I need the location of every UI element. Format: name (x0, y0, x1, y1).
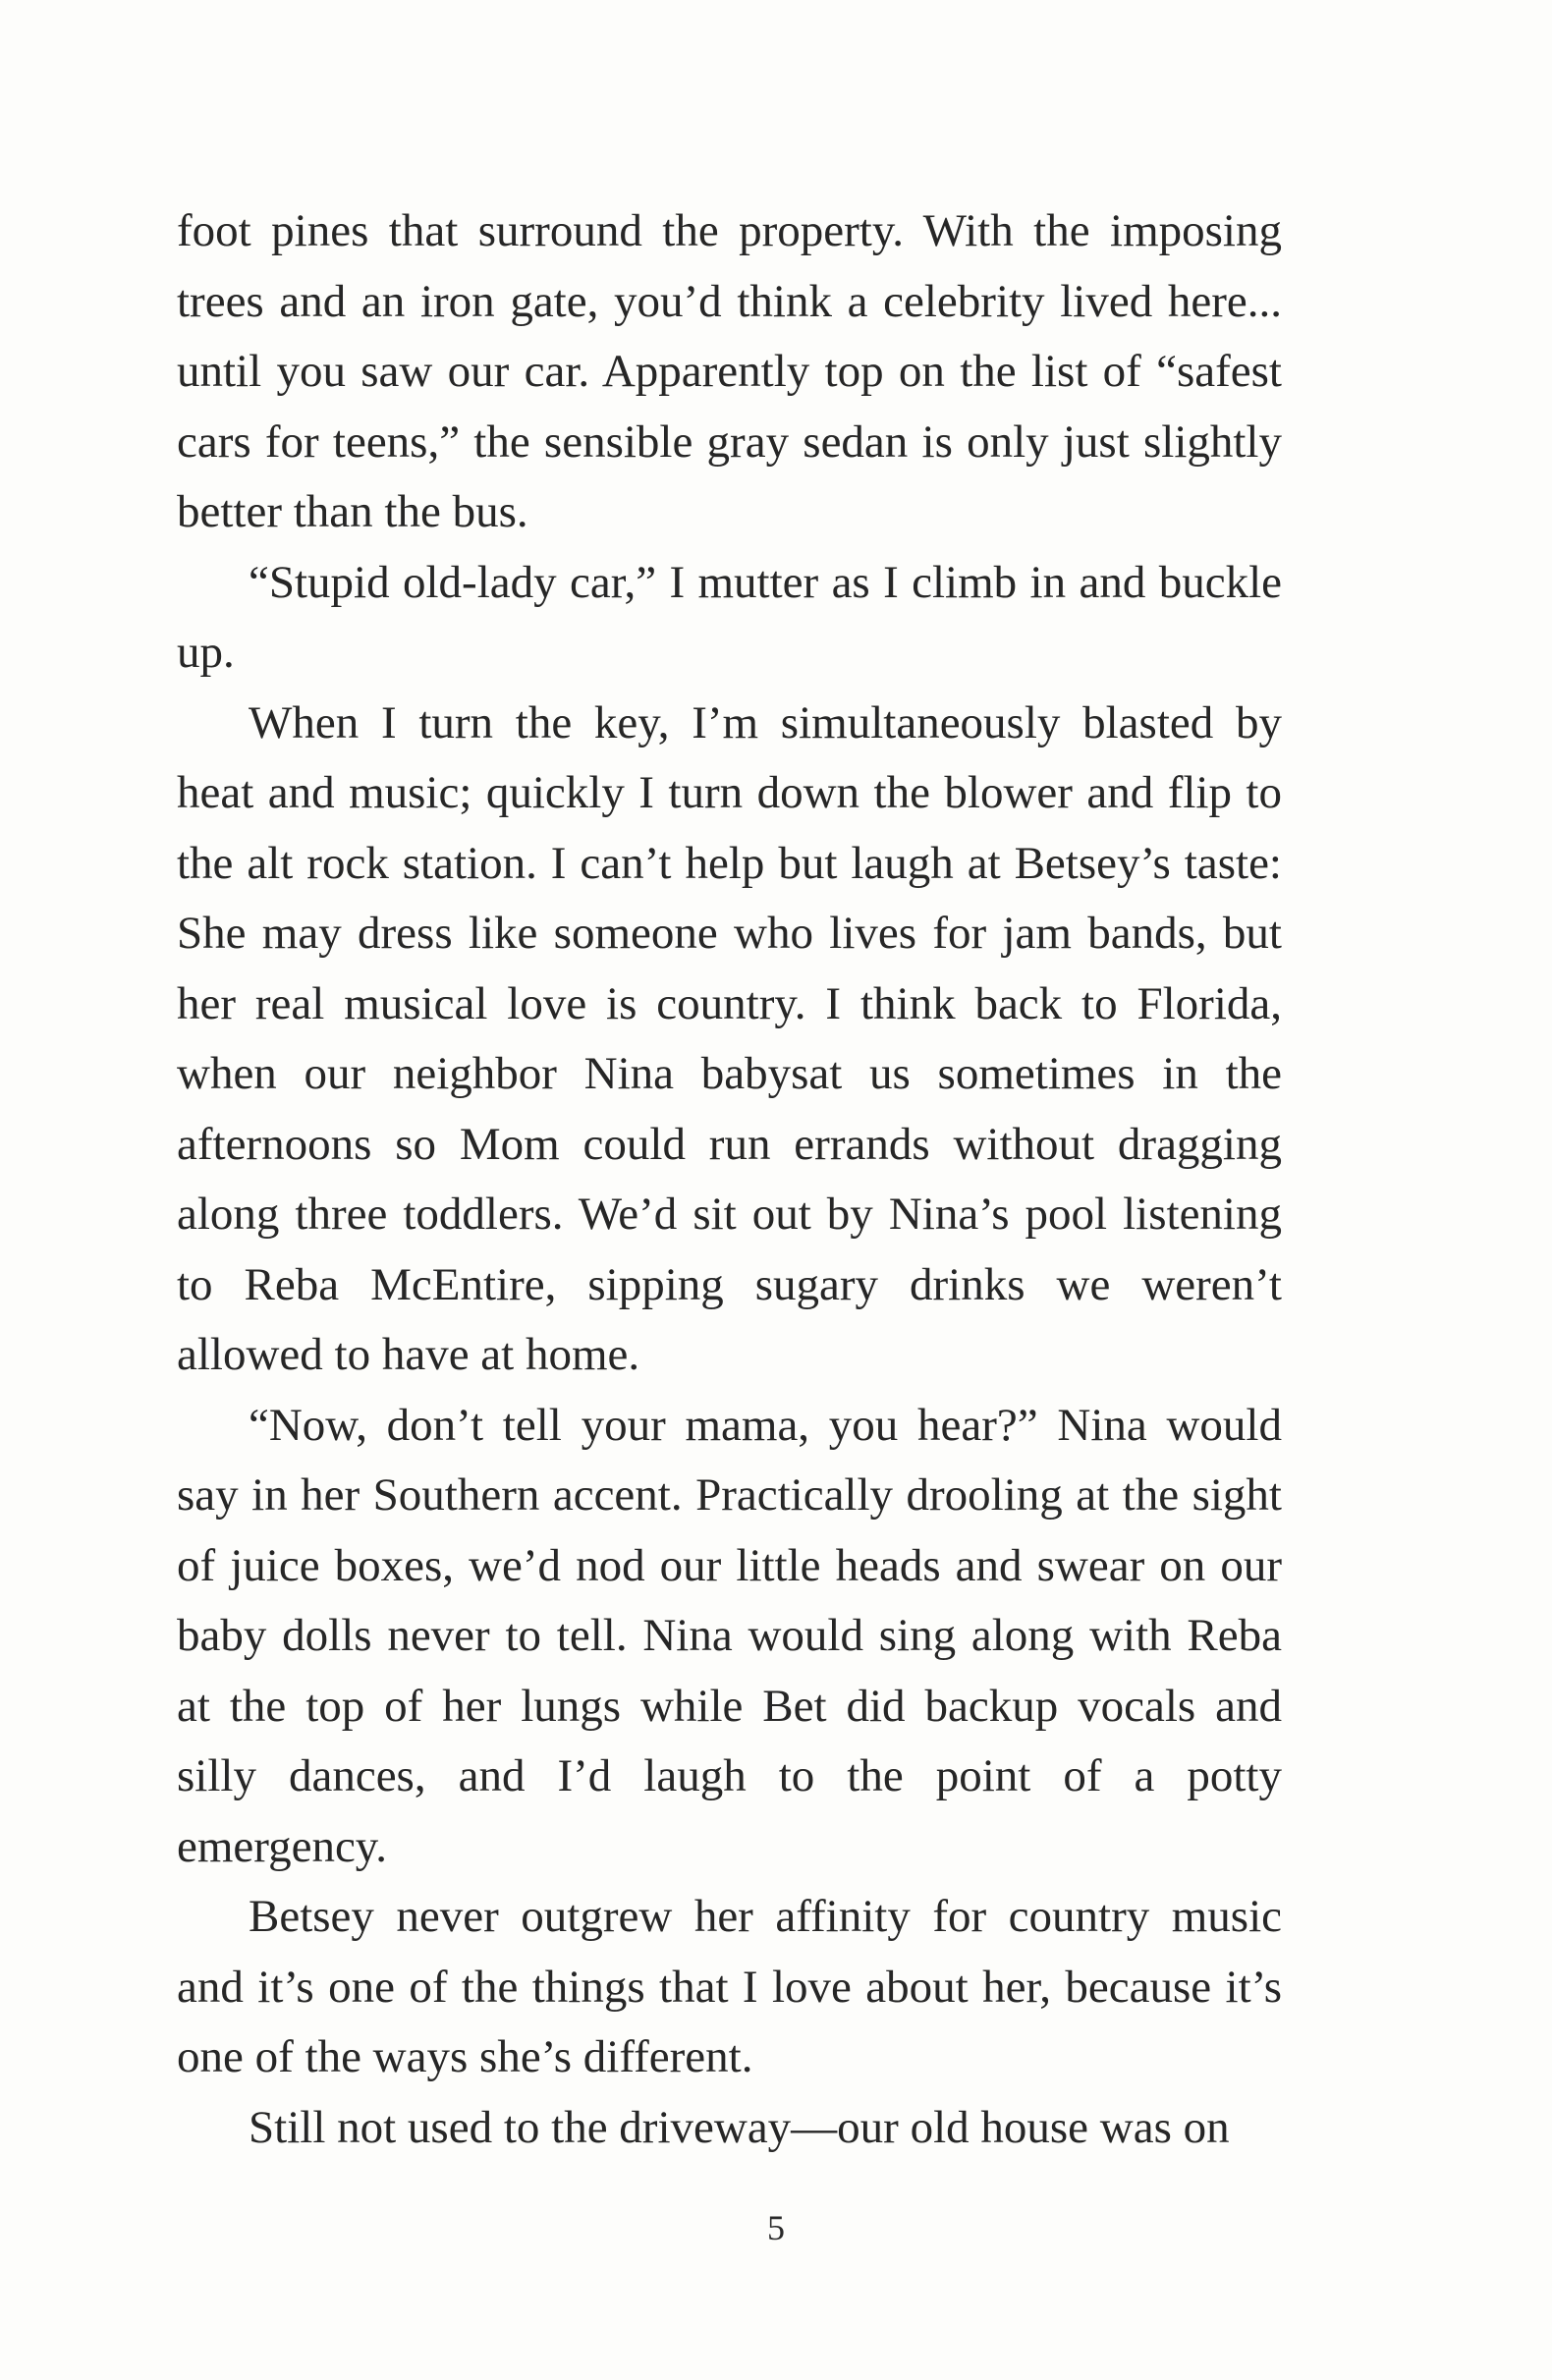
paragraph-6: Still not used to the driveway—our old house was on (249, 2101, 1230, 2153)
paragraph-5: Betsey never outgrew her affinity for country music and it’s one of the things that I love about her, because it’s one of the ways she’s different. (177, 1891, 1282, 2082)
page-number: 5 (767, 2208, 785, 2247)
paragraph-4: “Now, don’t tell your mama, you hear?” Nina would say in her Southern accent. Practically drooling at the sight of juice boxes, we’d nod our little heads and swear on our baby dolls never to tell. Nina would sing along with Reba at the top of her lungs while Bet did backup vocals and silly dances, and I’d laugh to the point of a potty emergency. (177, 1399, 1282, 1872)
paragraph-3: When I turn the key, I’m simultaneously blasted by heat and music; quickly I turn down the blower and flip to the alt rock station. I can’t help but laugh at Betsey’s taste: She may dress like someone who lives for jam bands, but her real musical love is country. I think back to Florida, when our neighbor Nina babysat us sometimes in the afternoons so Mom could run errands without dragging along three toddlers. We’d sit out by Nina’s pool listening to Reba McEntire, sipping sugary drinks we weren’t allowed to have at home. (177, 696, 1282, 1380)
paragraph-2: “Stupid old-lady car,” I mutter as I climb in and buckle up. (177, 556, 1282, 678)
paragraph-1: foot pines that surround the property. With the imposing trees and an iron gate, you’d think a celebrity lived here... until you saw our car. Apparently top on the list of “safest cars for teens,” the sensible gray sedan is only just slightly better than the bus. (177, 205, 1282, 537)
body-text (177, 196, 1282, 2163)
